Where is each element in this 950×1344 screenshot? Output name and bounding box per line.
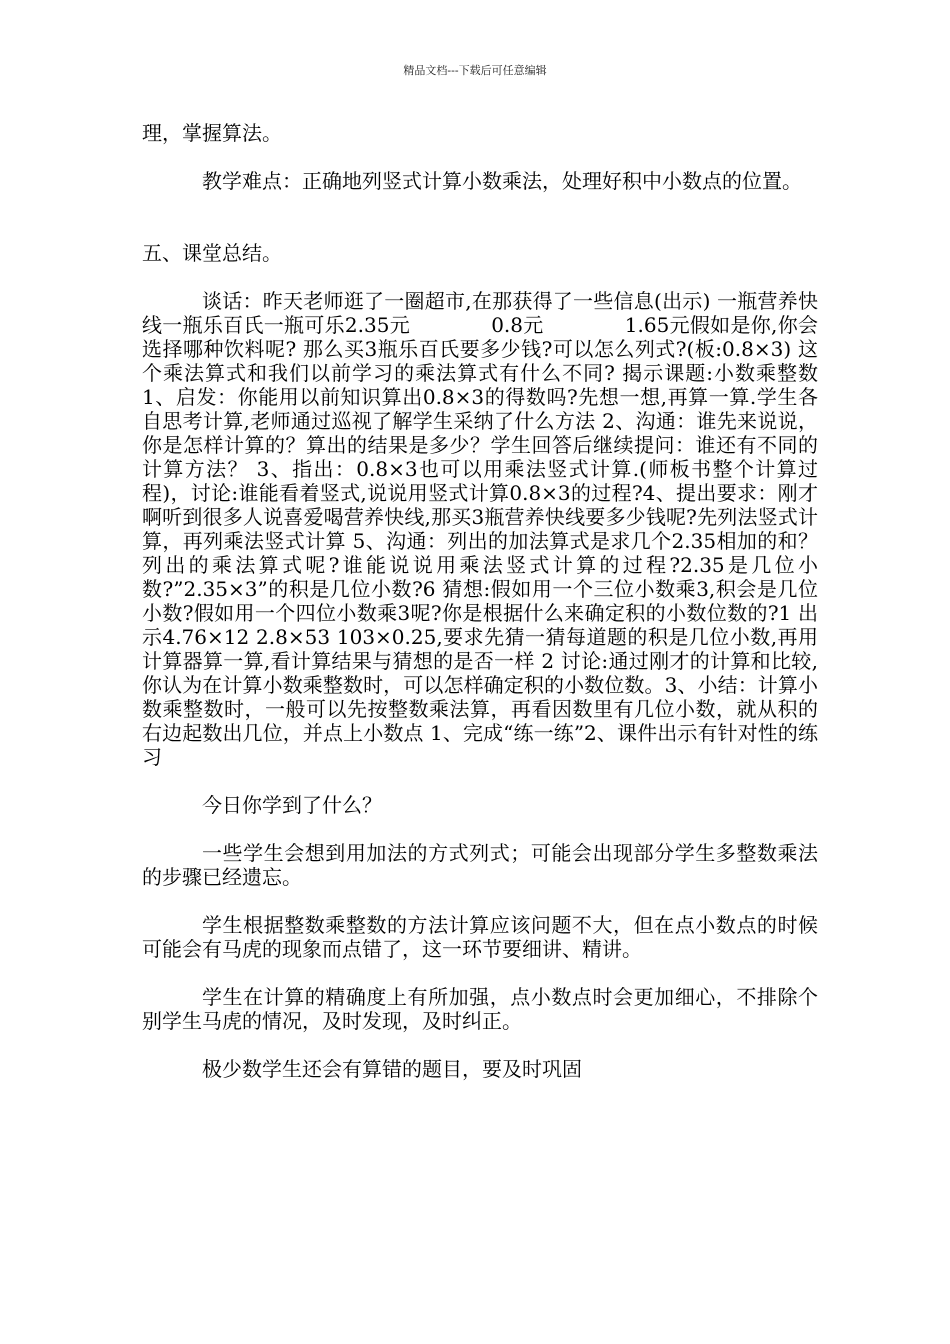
paragraph-reflection-1: 一些学生会想到用加法的方式列式；可能会出现部分学生多整数乘法的步骤已经遗忘。 [142,841,818,889]
paragraph-reflection-4: 极少数学生还会有算错的题目，要及时巩固 [202,1057,582,1081]
paragraph-reflection-3: 学生在计算的精确度上有所加强，点小数点时会更加细心，不排除个别学生马虎的情况，及时发现，及时纠正。 [142,985,818,1033]
paragraph-continuation: 理，掌握算法。 [142,121,282,145]
section-heading-summary: 五、课堂总结。 [142,241,282,265]
paragraph-classroom-dialogue: 谈话：昨天老师逛了一圈超市,在那获得了一些信息(出示) 一瓶营养快线一瓶乐百氏一瓶可乐2.35元 0.8元 1.65元假如是你,你会选择哪种饮料呢? 那么买3瓶乐百氏要多少钱?可以怎么列式?(板:0.8×3) 这个乘法算式和我们以前学习的乘法算式有什么不同? 揭示课题:小数乘整数 1、启发：你能用以前知识算出0.8×3的得数吗?先想一想,再算一算.学生各自思考计算,老师通过巡视了解学生采纳了什么方法 2、沟通：谁先来说说，你是怎样计算的？算出的结果是多少？学生回答后继续提问：谁还有不同的计算方法？ 3、指出：0.8×3也可以用乘法竖式计算.(师板书整个计算过程)，讨论:谁能看着竖式,说说用竖式计算0.8×3的过程?4、提出要求：刚才啊听到很多人说喜爱喝营养快线,那买3瓶营养快线要多少钱呢?先列法竖式计算，再列乘法竖式计算 5、沟通：列出的加法算式是求几个2.35相加的和？ 列出的乘法算式呢?谁能说说用乘法竖式计算的过程?2.35是几位小数?”2.35×3”的积是几位小数?6 猜想:假如用一个三位小数乘3,积会是几位小数?假如用一个四位小数乘3呢?你是根据什么来确定积的小数位数的?1 出示4.76×12 2.8×53 103×0.25,要求先猜一猜每道题的积是几位小数,再用计算器算一算,看计算结果与猜想的是否一样 2 讨论:通过刚才的计算和比较,你认为在计算小数乘整数时，可以怎样确定积的小数位数。3、小结：计算小数乘整数时，一般可以先按整数乘法算，再看因数里有几位小数，就从积的右边起数出几位，并点上小数点 1、完成“练一练”2、课件出示有针对性的练习 [142,289,818,769]
page-header: 精品文档---下载后可任意编辑 [403,64,547,77]
paragraph-reflection-2: 学生根据整数乘整数的方法计算应该问题不大，但在点小数点的时候可能会有马虎的现象而点错了，这一环节要细讲、精讲。 [142,913,818,961]
document-body [142,121,818,1081]
paragraph-teaching-difficulty: 教学难点：正确地列竖式计算小数乘法，处理好积中小数点的位置。 [202,169,802,193]
paragraph-question: 今日你学到了什么？ [202,793,382,817]
